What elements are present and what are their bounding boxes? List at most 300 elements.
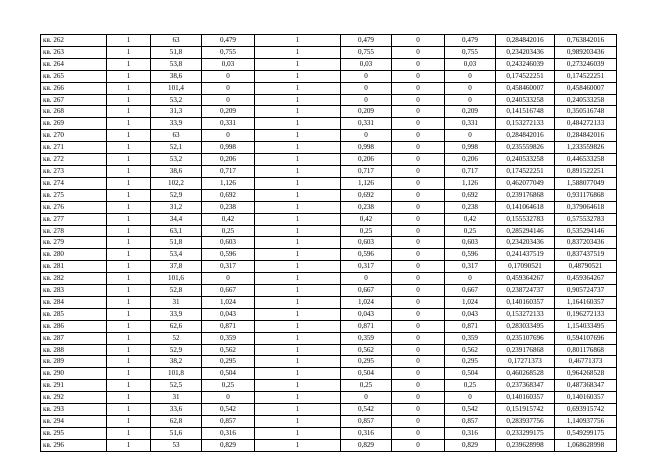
table-cell: 1	[255, 368, 341, 380]
table-row	[41, 273, 617, 285]
table-cell: 0,484272133	[555, 118, 617, 130]
table-row	[41, 189, 617, 201]
apartment-label-cell: кв. 275	[41, 189, 107, 201]
apartment-label-cell: кв. 281	[41, 261, 107, 273]
table-cell: 52,1	[151, 142, 202, 154]
table-cell: 0,153272133	[496, 308, 555, 320]
table-cell: 0	[392, 225, 445, 237]
table-cell: 0,241437519	[496, 249, 555, 261]
table-cell: 0,284842016	[496, 35, 555, 47]
table-cell: 0,25	[445, 225, 496, 237]
table-cell: 0,331	[341, 118, 392, 130]
data-table	[40, 34, 617, 452]
apartment-label-cell: кв. 277	[41, 213, 107, 225]
table-cell: 0,316	[445, 427, 496, 439]
table-row	[41, 213, 617, 225]
table-cell: 0	[392, 154, 445, 166]
table-cell: 0,667	[202, 285, 255, 297]
table-row	[41, 368, 617, 380]
table-cell: 0,989203436	[555, 46, 617, 58]
apartment-label-cell: кв. 266	[41, 82, 107, 94]
table-cell: 0	[392, 332, 445, 344]
table-cell: 1	[255, 237, 341, 249]
table-cell: 0,03	[445, 58, 496, 70]
table-cell: 0,240533258	[496, 154, 555, 166]
table-cell: 1,068628998	[555, 439, 617, 451]
apartment-label-cell: кв. 273	[41, 165, 107, 177]
table-cell: 0,801176868	[555, 344, 617, 356]
table-row	[41, 344, 617, 356]
table-cell: 37,8	[151, 261, 202, 273]
table-cell: 102,2	[151, 177, 202, 189]
table-cell: 0,829	[445, 439, 496, 451]
table-cell: 0,317	[202, 261, 255, 273]
table-cell: 0,235559826	[496, 142, 555, 154]
apartment-label-cell: кв. 296	[41, 439, 107, 451]
table-cell: 31	[151, 296, 202, 308]
table-cell: 0,42	[202, 213, 255, 225]
table-cell: 0,359	[341, 332, 392, 344]
table-cell: 0,331	[202, 118, 255, 130]
table-cell: 0,25	[202, 380, 255, 392]
table-cell: 1	[107, 58, 151, 70]
table-cell: 1	[255, 213, 341, 225]
table-cell: 0,238724737	[496, 285, 555, 297]
table-cell: 0,153272133	[496, 118, 555, 130]
table-cell: 0,151915742	[496, 404, 555, 416]
apartment-label-cell: кв. 269	[41, 118, 107, 130]
table-cell: 0,42	[341, 213, 392, 225]
table-cell: 1,164160357	[555, 296, 617, 308]
table-cell: 52,9	[151, 344, 202, 356]
table-cell: 0	[392, 249, 445, 261]
table-cell: 62,8	[151, 416, 202, 428]
table-cell: 51,8	[151, 237, 202, 249]
table-cell: 0,174522251	[496, 165, 555, 177]
table-cell: 0,829	[202, 439, 255, 451]
table-cell: 0,931176868	[555, 189, 617, 201]
table-cell: 31	[151, 392, 202, 404]
apartment-label-cell: кв. 291	[41, 380, 107, 392]
table-cell: 0,549299175	[555, 427, 617, 439]
table-cell: 1	[255, 439, 341, 451]
table-cell: 31,3	[151, 106, 202, 118]
table-cell: 0,17271373	[496, 356, 555, 368]
table-row	[41, 130, 617, 142]
table-cell: 1	[107, 142, 151, 154]
apartment-label-cell: кв. 263	[41, 46, 107, 58]
table-cell: 0,295	[202, 356, 255, 368]
table-cell: 1	[255, 380, 341, 392]
table-cell: 1	[107, 320, 151, 332]
table-row	[41, 201, 617, 213]
table-cell: 0	[392, 82, 445, 94]
table-cell: 0,25	[445, 380, 496, 392]
table-cell: 0,837437519	[555, 249, 617, 261]
apartment-label-cell: кв. 268	[41, 106, 107, 118]
table-row	[41, 308, 617, 320]
table-cell: 0,542	[202, 404, 255, 416]
table-cell: 0,174522251	[496, 70, 555, 82]
table-cell: 0,283033495	[496, 320, 555, 332]
table-cell: 1	[255, 332, 341, 344]
table-cell: 0	[392, 213, 445, 225]
table-cell: 1	[107, 177, 151, 189]
table-cell: 51,6	[151, 427, 202, 439]
table-cell: 1	[255, 177, 341, 189]
table-cell: 33,9	[151, 118, 202, 130]
table-cell: 0,891522251	[555, 165, 617, 177]
table-cell: 1	[255, 296, 341, 308]
table-cell: 0,316	[202, 427, 255, 439]
table-cell: 51,8	[151, 46, 202, 58]
table-cell: 1	[255, 154, 341, 166]
table-cell: 0,603	[445, 237, 496, 249]
table-cell: 1	[255, 344, 341, 356]
table-cell: 1,024	[202, 296, 255, 308]
table-cell: 1,154033495	[555, 320, 617, 332]
table-cell: 1	[255, 130, 341, 142]
table-cell: 1	[107, 70, 151, 82]
table-row	[41, 142, 617, 154]
apartment-label-cell: кв. 292	[41, 392, 107, 404]
table-cell: 0,42	[445, 213, 496, 225]
table-cell: 1	[107, 368, 151, 380]
apartment-label-cell: кв. 285	[41, 308, 107, 320]
table-row	[41, 165, 617, 177]
table-cell: 0,209	[202, 106, 255, 118]
table-cell: 0,043	[445, 308, 496, 320]
table-cell: 1	[107, 237, 151, 249]
table-row	[41, 380, 617, 392]
table-cell: 0	[445, 130, 496, 142]
table-cell: 1,588077049	[555, 177, 617, 189]
table-cell: 1	[107, 332, 151, 344]
table-cell: 0,140160357	[496, 392, 555, 404]
table-cell: 0	[392, 261, 445, 273]
table-cell: 1	[255, 404, 341, 416]
table-row	[41, 439, 617, 451]
table-cell: 1	[107, 249, 151, 261]
table-cell: 0,46771373	[555, 356, 617, 368]
table-cell: 0,141064618	[496, 201, 555, 213]
table-cell: 1	[107, 154, 151, 166]
table-cell: 0,25	[202, 225, 255, 237]
table-row	[41, 356, 617, 368]
table-cell: 0	[392, 46, 445, 58]
table-row	[41, 296, 617, 308]
table-cell: 0	[392, 296, 445, 308]
table-cell: 1	[107, 130, 151, 142]
table-cell: 0,603	[202, 237, 255, 249]
table-cell: 1	[107, 46, 151, 58]
table-cell: 101,6	[151, 273, 202, 285]
table-row	[41, 320, 617, 332]
table-cell: 52,5	[151, 380, 202, 392]
table-cell: 0	[341, 273, 392, 285]
table-cell: 1	[107, 261, 151, 273]
table-cell: 0	[392, 189, 445, 201]
table-cell: 1	[107, 439, 151, 451]
table-cell: 0,446533258	[555, 154, 617, 166]
table-cell: 53,4	[151, 249, 202, 261]
table-cell: 0,458460007	[496, 82, 555, 94]
table-cell: 1	[107, 213, 151, 225]
table-cell: 0,717	[202, 165, 255, 177]
table-cell: 101,4	[151, 82, 202, 94]
table-cell: 0,755	[202, 46, 255, 58]
table-row	[41, 332, 617, 344]
table-cell: 1	[107, 296, 151, 308]
apartment-label-cell: кв. 295	[41, 427, 107, 439]
table-cell: 0	[392, 201, 445, 213]
table-cell: 0,03	[341, 58, 392, 70]
table-cell: 1	[107, 308, 151, 320]
table-row	[41, 154, 617, 166]
table-cell: 0	[202, 273, 255, 285]
table-cell: 53	[151, 439, 202, 451]
table-cell: 0	[392, 380, 445, 392]
table-cell: 1	[107, 404, 151, 416]
table-cell: 0,542	[445, 404, 496, 416]
table-cell: 1,126	[341, 177, 392, 189]
table-cell: 0	[392, 118, 445, 130]
apartment-label-cell: кв. 284	[41, 296, 107, 308]
apartment-label-cell: кв. 274	[41, 177, 107, 189]
table-row	[41, 70, 617, 82]
table-cell: 0	[392, 416, 445, 428]
apartment-label-cell: кв. 280	[41, 249, 107, 261]
table-row	[41, 392, 617, 404]
table-cell: 1	[255, 285, 341, 297]
table-cell: 1	[255, 46, 341, 58]
table-cell: 1	[107, 380, 151, 392]
table-cell: 53,2	[151, 154, 202, 166]
table-cell: 0	[202, 70, 255, 82]
table-cell: 38,6	[151, 70, 202, 82]
table-cell: 0,317	[445, 261, 496, 273]
apartment-label-cell: кв. 270	[41, 130, 107, 142]
table-cell: 1	[255, 35, 341, 47]
table-cell: 0	[445, 82, 496, 94]
table-row	[41, 427, 617, 439]
table-cell: 0	[341, 70, 392, 82]
table-cell: 0	[392, 273, 445, 285]
table-cell: 0,140160357	[496, 296, 555, 308]
apartment-label-cell: кв. 290	[41, 368, 107, 380]
table-cell: 1	[107, 285, 151, 297]
apartment-label-cell: кв. 287	[41, 332, 107, 344]
table-cell: 0	[202, 130, 255, 142]
table-cell: 0,459364267	[496, 273, 555, 285]
apartment-label-cell: кв. 278	[41, 225, 107, 237]
table-cell: 0,284842016	[555, 130, 617, 142]
table-cell: 1	[107, 106, 151, 118]
table-cell: 0	[392, 320, 445, 332]
table-cell: 62,6	[151, 320, 202, 332]
table-cell: 101,8	[151, 368, 202, 380]
table-cell: 0,238	[445, 201, 496, 213]
table-cell: 1	[107, 356, 151, 368]
table-cell: 0,562	[341, 344, 392, 356]
table-cell: 0,857	[202, 416, 255, 428]
table-cell: 0	[202, 82, 255, 94]
table-cell: 1	[255, 106, 341, 118]
table-cell: 0	[392, 177, 445, 189]
table-cell: 31,2	[151, 201, 202, 213]
table-cell: 52,9	[151, 189, 202, 201]
table-cell: 0	[445, 392, 496, 404]
apartment-label-cell: кв. 294	[41, 416, 107, 428]
table-cell: 0,479	[341, 35, 392, 47]
table-cell: 63,1	[151, 225, 202, 237]
table-cell: 38,2	[151, 356, 202, 368]
apartment-label-cell: кв. 264	[41, 58, 107, 70]
table-cell: 0,239628998	[496, 439, 555, 451]
table-cell: 0	[445, 70, 496, 82]
table-row	[41, 118, 617, 130]
table-cell: 0,871	[341, 320, 392, 332]
table-cell: 0,479	[445, 35, 496, 47]
table-cell: 1	[255, 356, 341, 368]
table-cell: 0,692	[341, 189, 392, 201]
table-cell: 0,295	[445, 356, 496, 368]
table-cell: 1	[107, 273, 151, 285]
table-row	[41, 237, 617, 249]
table-cell: 0,458460007	[555, 82, 617, 94]
table-row	[41, 416, 617, 428]
table-cell: 0,504	[202, 368, 255, 380]
table-row	[41, 225, 617, 237]
table-cell: 0	[202, 392, 255, 404]
table-cell: 1,126	[202, 177, 255, 189]
table-cell: 53,2	[151, 94, 202, 106]
table-cell: 1	[255, 201, 341, 213]
table-cell: 0,238	[341, 201, 392, 213]
document-page	[40, 34, 617, 452]
table-cell: 0	[392, 285, 445, 297]
table-cell: 33,9	[151, 308, 202, 320]
table-cell: 1	[107, 392, 151, 404]
apartment-label-cell: кв. 286	[41, 320, 107, 332]
table-cell: 0,837203436	[555, 237, 617, 249]
table-cell: 1,140937756	[555, 416, 617, 428]
table-cell: 0,239176868	[496, 344, 555, 356]
table-cell: 0,667	[341, 285, 392, 297]
table-cell: 0,379064618	[555, 201, 617, 213]
apartment-label-cell: кв. 276	[41, 201, 107, 213]
table-cell: 0,233299175	[496, 427, 555, 439]
table-cell: 1	[255, 416, 341, 428]
apartment-label-cell: кв. 288	[41, 344, 107, 356]
table-cell: 0,196272133	[555, 308, 617, 320]
table-cell: 1	[255, 261, 341, 273]
table-cell: 0	[392, 130, 445, 142]
table-cell: 0,603	[341, 237, 392, 249]
table-row	[41, 35, 617, 47]
table-cell: 0,206	[202, 154, 255, 166]
table-cell: 0,284842016	[496, 130, 555, 142]
table-cell: 0,998	[341, 142, 392, 154]
table-cell: 0	[392, 165, 445, 177]
table-cell: 0	[392, 392, 445, 404]
table-cell: 0,857	[341, 416, 392, 428]
table-row	[41, 249, 617, 261]
table-cell: 0,317	[341, 261, 392, 273]
apartment-label-cell: кв. 289	[41, 356, 107, 368]
table-cell: 0,693915742	[555, 404, 617, 416]
table-cell: 0,140160357	[555, 392, 617, 404]
table-cell: 0,155532783	[496, 213, 555, 225]
table-cell: 0,755	[341, 46, 392, 58]
table-cell: 0	[341, 392, 392, 404]
table-cell: 1	[107, 416, 151, 428]
table-cell: 0,487368347	[555, 380, 617, 392]
table-cell: 1	[255, 320, 341, 332]
table-cell: 0	[392, 142, 445, 154]
table-cell: 0,857	[445, 416, 496, 428]
table-row	[41, 58, 617, 70]
apartment-label-cell: кв. 265	[41, 70, 107, 82]
table-cell: 1	[255, 70, 341, 82]
table-cell: 0	[392, 237, 445, 249]
table-cell: 0,504	[341, 368, 392, 380]
table-cell: 0,48790521	[555, 261, 617, 273]
table-cell: 63	[151, 35, 202, 47]
table-cell: 0,359	[445, 332, 496, 344]
table-cell: 0,234203436	[496, 237, 555, 249]
table-cell: 0	[392, 308, 445, 320]
table-cell: 0,273246039	[555, 58, 617, 70]
apartment-label-cell: кв. 267	[41, 94, 107, 106]
table-cell: 0,359	[202, 332, 255, 344]
table-cell: 53,8	[151, 58, 202, 70]
apartment-label-cell: кв. 279	[41, 237, 107, 249]
table-cell: 0,285294146	[496, 225, 555, 237]
table-cell: 0	[392, 439, 445, 451]
table-cell: 0,667	[445, 285, 496, 297]
table-cell: 0,174522251	[555, 70, 617, 82]
table-cell: 1	[255, 165, 341, 177]
table-cell: 0	[392, 344, 445, 356]
table-cell: 0,459364267	[555, 273, 617, 285]
table-cell: 0,535294146	[555, 225, 617, 237]
table-cell: 1	[255, 273, 341, 285]
table-row	[41, 94, 617, 106]
table-cell: 0	[445, 94, 496, 106]
table-cell: 0,206	[445, 154, 496, 166]
table-cell: 0,462077049	[496, 177, 555, 189]
table-cell: 0,871	[202, 320, 255, 332]
table-cell: 0,829	[341, 439, 392, 451]
table-cell: 1	[107, 118, 151, 130]
table-cell: 0,043	[202, 308, 255, 320]
table-body	[41, 35, 617, 452]
table-cell: 0,239176868	[496, 189, 555, 201]
table-cell: 0,240533258	[496, 94, 555, 106]
table-cell: 0,905724737	[555, 285, 617, 297]
table-cell: 0,562	[445, 344, 496, 356]
table-cell: 0,596	[445, 249, 496, 261]
table-cell: 0	[341, 130, 392, 142]
table-cell: 0,596	[202, 249, 255, 261]
table-cell: 0,594107696	[555, 332, 617, 344]
table-cell: 0,350516748	[555, 106, 617, 118]
table-cell: 1	[107, 189, 151, 201]
table-cell: 0	[392, 58, 445, 70]
table-cell: 0,316	[341, 427, 392, 439]
table-cell: 1	[107, 201, 151, 213]
